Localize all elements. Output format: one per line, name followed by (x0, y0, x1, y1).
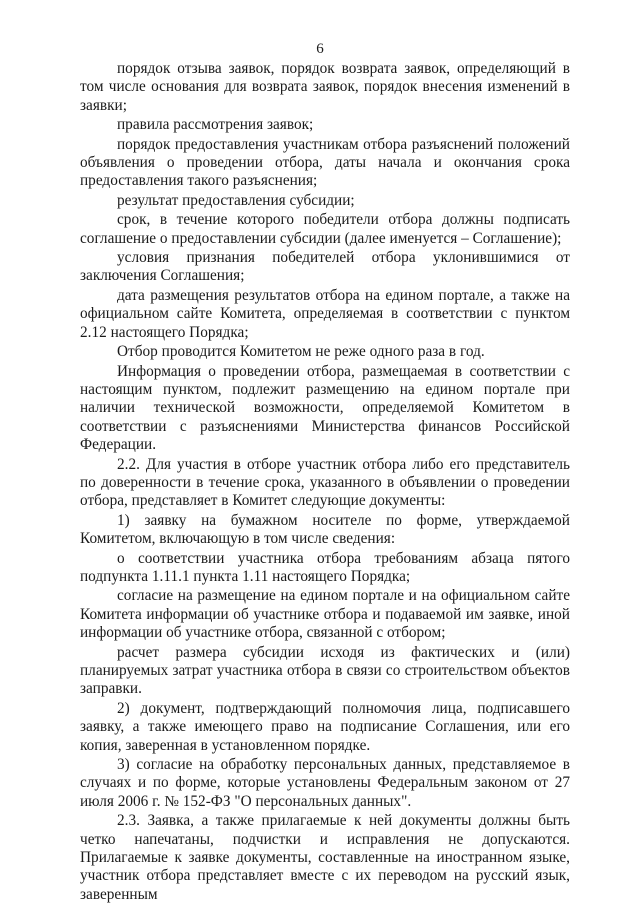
paragraph: 2.2. Для участия в отборе участник отбора либо его представитель по доверенности в течение срока, указанного в объявлении о проведении отбора, представляет в Комитет следующие документы: (80, 455, 570, 510)
paragraph: 2) документ, подтверждающий полномочия лица, подписавшего заявку, а также имеющего право на подписание Соглашения, или его копия, заверенная в установленном порядке. (80, 699, 570, 754)
document-body (80, 60, 570, 904)
paragraph: порядок отзыва заявок, порядок возврата заявок, определяющий в том числе основания для возврата заявок, порядок внесения изменений в заявки; (80, 60, 570, 114)
paragraph: 1) заявку на бумажном носителе по форме, утверждаемой Комитетом, включающую в том числе сведения: (80, 511, 570, 548)
paragraph: Отбор проводится Комитетом не реже одного раза в год. (117, 343, 485, 361)
paragraph: 3) согласие на обработку персональных данных, представляемое в случаях и по форме, которые установлены Федеральным законом от 27 июля 2006 г. № 152-ФЗ "О персональных данных". (80, 756, 570, 810)
paragraph: условия признания победителей отбора уклонившимися от заключения Соглашения; (80, 249, 570, 285)
page-number: 6 (316, 41, 324, 57)
paragraph: срок, в течение которого победители отбора должны подписать соглашение о предоставлении субсидии (далее именуется – Соглашение); (80, 211, 570, 247)
paragraph: правила рассмотрения заявок; (117, 116, 314, 134)
paragraph: порядок предоставления участникам отбора разъяснений положений объявления о проведении отбора, даты начала и окончания срока предоставления такого разъяснения; (80, 135, 570, 190)
paragraph: о соответствии участника отбора требованиям абзаца пятого подпункта 1.11.1 пункта 1.11 настоящего Порядка; (80, 549, 570, 585)
paragraph: результат предоставления субсидии; (117, 191, 355, 209)
paragraph: согласие на размещение на едином портале и на официальном сайте Комитета информации об участнике отбора и подаваемой им заявке, иной информации об участнике отбора, связанной с отбором; (80, 587, 570, 642)
paragraph: Информация о проведении отбора, размещаемая в соответствии с настоящим пунктом, подлежит размещению на едином портале при наличии технической возможности, определяемой Комитетом в соответствии с разъяснениями Министерства финансов Российской Федерации. (80, 362, 570, 454)
paragraph: расчет размера субсидии исходя из фактических и (или) планируемых затрат участника отбора в связи со строительством объектов заправки. (80, 643, 570, 698)
paragraph: 2.3. Заявка, а также прилагаемые к ней документы должны быть четко напечатаны, подчистки и исправления не допускаются. Прилагаемые к заявке документы, составленные на иностранном языке, участник отбора представляет вместе с их переводом на русский язык, заверенным (80, 812, 570, 903)
paragraph: дата размещения результатов отбора на едином портале, а также на официальном сайте Комитета, определяемая в соответствии с пунктом 2.12 настоящего Порядка; (80, 286, 570, 341)
